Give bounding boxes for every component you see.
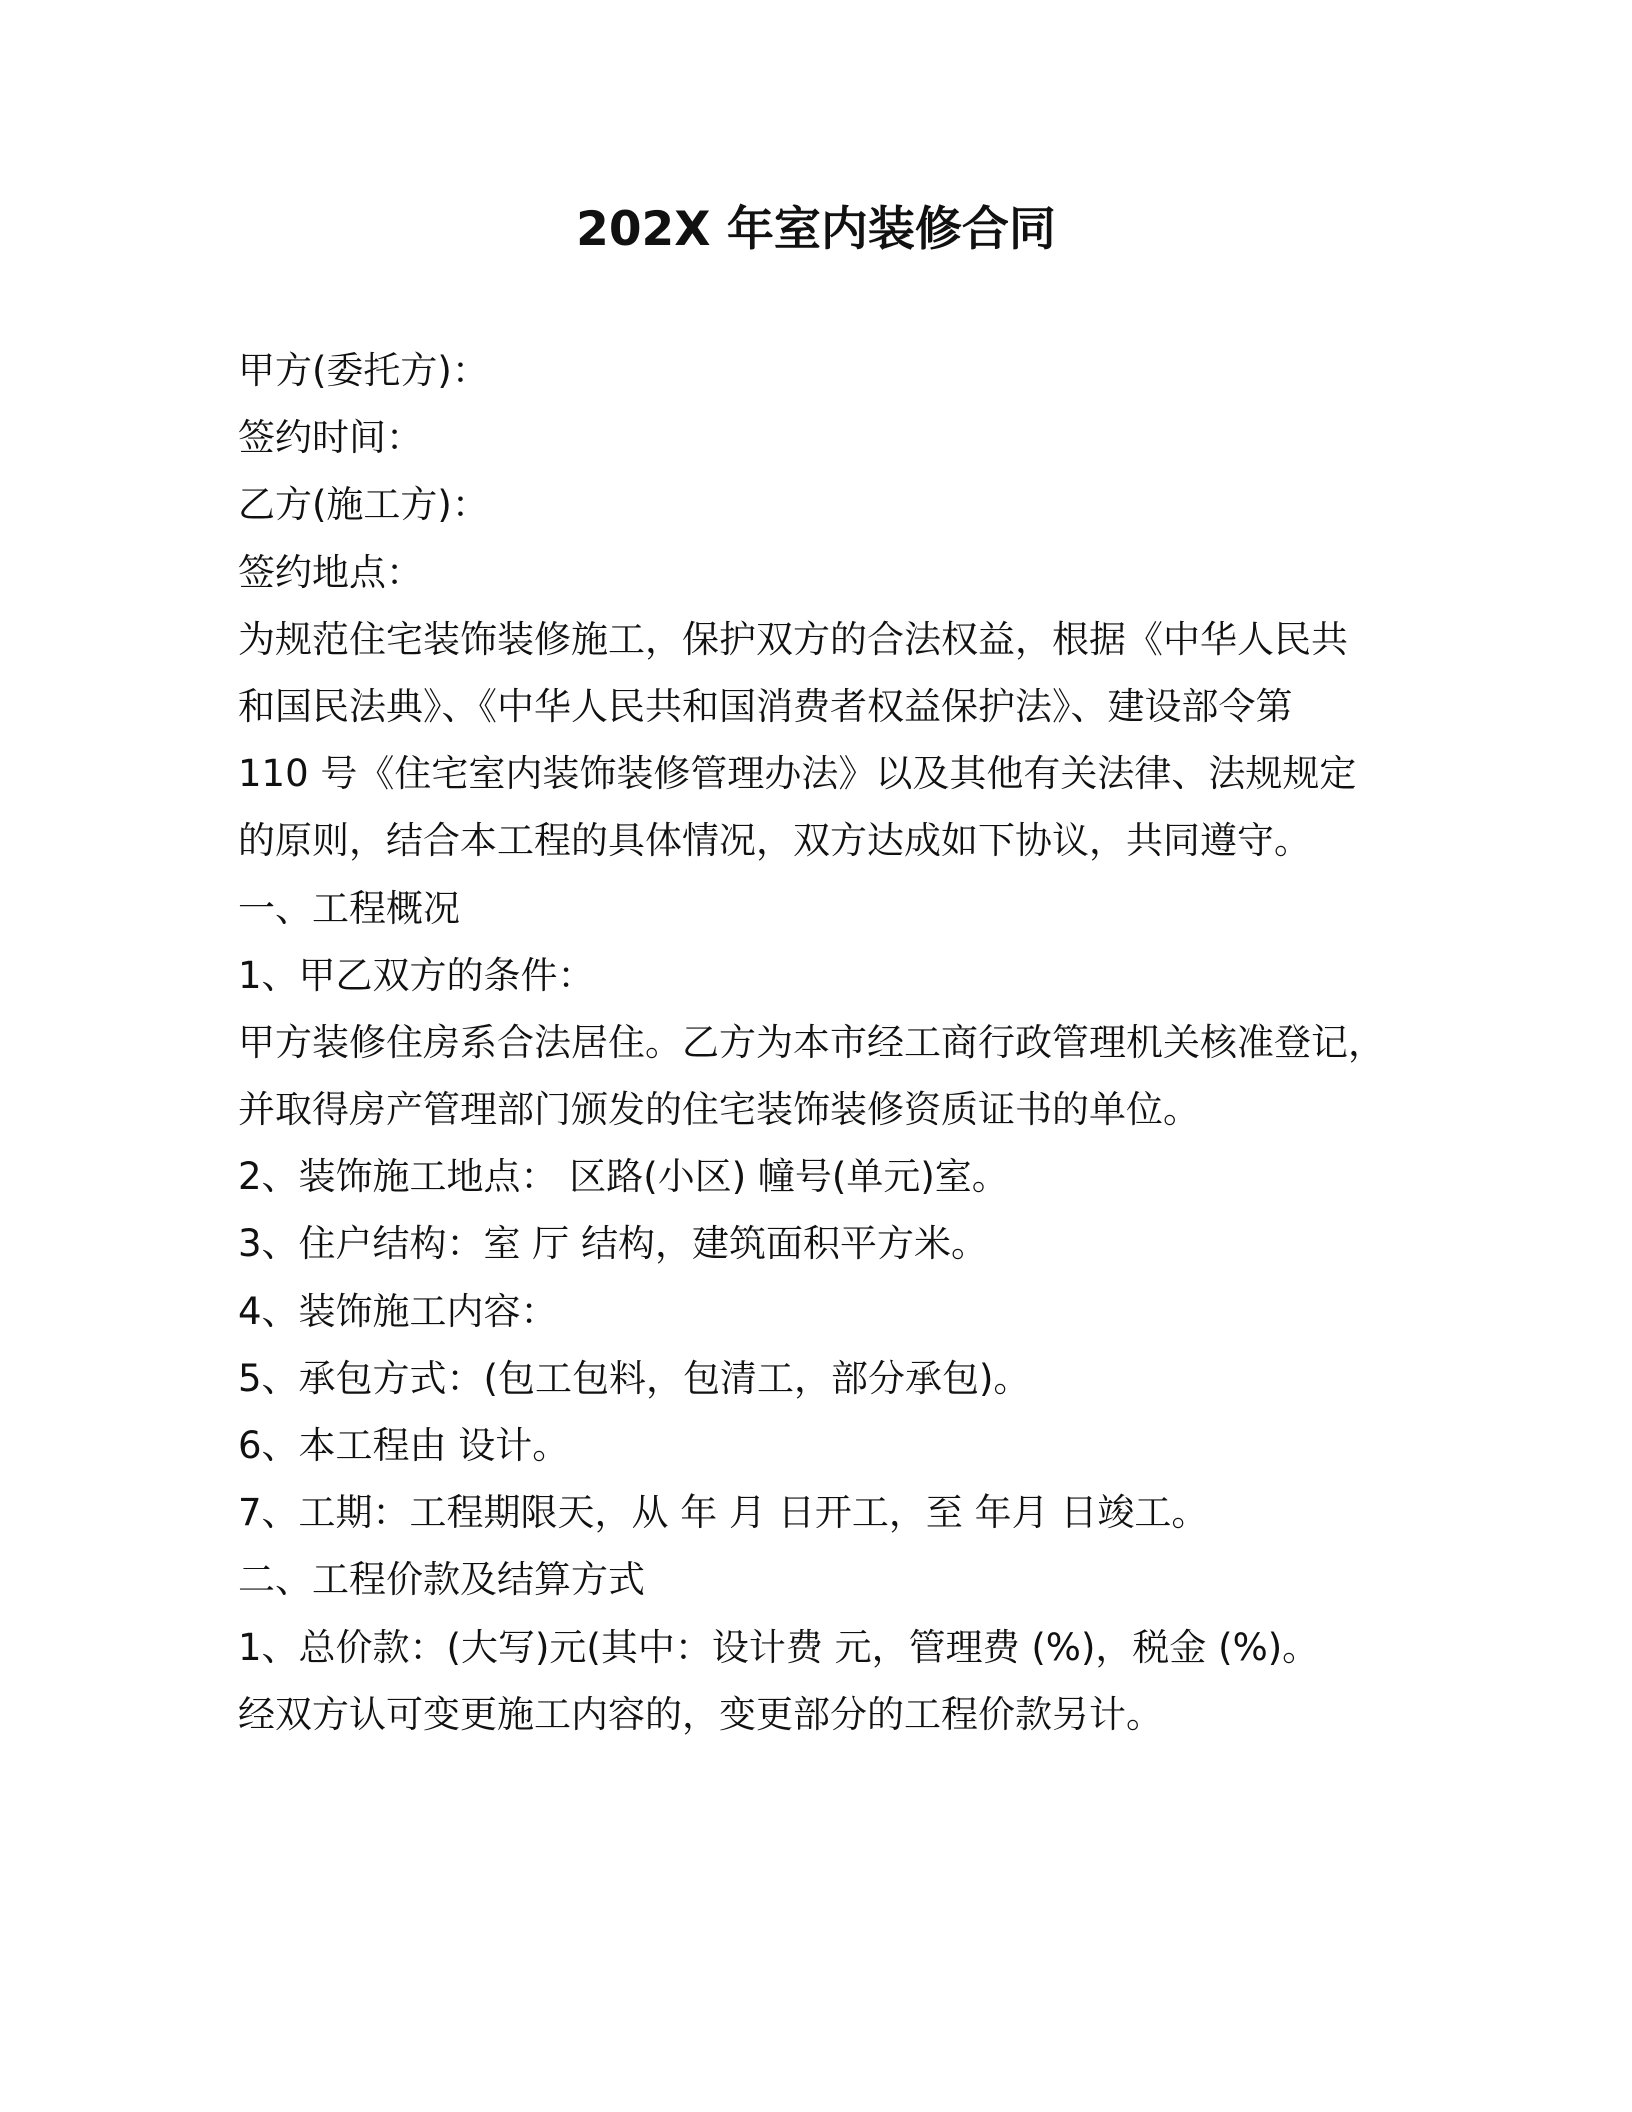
section-heading: 二、工程价款及结算方式	[238, 1558, 645, 1602]
clause-line: 6、本工程由 设计。	[238, 1424, 570, 1467]
preamble-line: 和国民法典》、《中华人民共和国消费者权益保护法》、建设部令第	[238, 684, 1293, 728]
clause-line: 并取得房产管理部门颁发的住宅装饰装修资质证书的单位。	[238, 1088, 1200, 1132]
preamble-line: 的原则，结合本工程的具体情况，双方达成如下协议，共同遵守。	[238, 819, 1311, 863]
party-b-line: 乙方(施工方)：	[238, 483, 489, 527]
preamble-line: 为规范住宅装饰装修施工，保护双方的合法权益，根据《中华人民共	[238, 617, 1348, 661]
clause-line: 甲方装修住房系合法居住。乙方为本市经工商行政管理机关核准登记，	[238, 1020, 1385, 1064]
signing-place-line: 签约地点：	[238, 550, 423, 594]
clause-line: 7、工期：工程期限天，从 年 月 日开工，至 年月 日竣工。	[238, 1491, 1209, 1535]
clause-line: 2、装饰施工地点： 区路(小区) 幢号(单元)室。	[238, 1155, 1009, 1199]
clause-line: 4、装饰施工内容：	[238, 1289, 558, 1333]
clause-line: 1、总价款：(大写)元(其中：设计费 元，管理费 (%)，税金 (%)。	[238, 1625, 1320, 1669]
signing-time-line: 签约时间：	[238, 416, 423, 460]
document-body	[238, 337, 1398, 1748]
clause-line: 5、承包方式：(包工包料，包清工，部分承包)。	[238, 1356, 1031, 1400]
section-heading: 一、工程概况	[238, 886, 460, 930]
clause-line: 3、住户结构：室 厅 结构，建筑面积平方米。	[238, 1222, 989, 1266]
party-a-line: 甲方(委托方)：	[238, 349, 489, 392]
document-title: 202X 年室内装修合同	[576, 202, 1056, 257]
preamble-line: 110 号《住宅室内装饰装修管理办法》以及其他有关法律、法规规定	[238, 752, 1357, 796]
clause-line: 经双方认可变更施工内容的，变更部分的工程价款另计。	[238, 1692, 1163, 1736]
clause-line: 1、甲乙双方的条件：	[238, 953, 595, 997]
